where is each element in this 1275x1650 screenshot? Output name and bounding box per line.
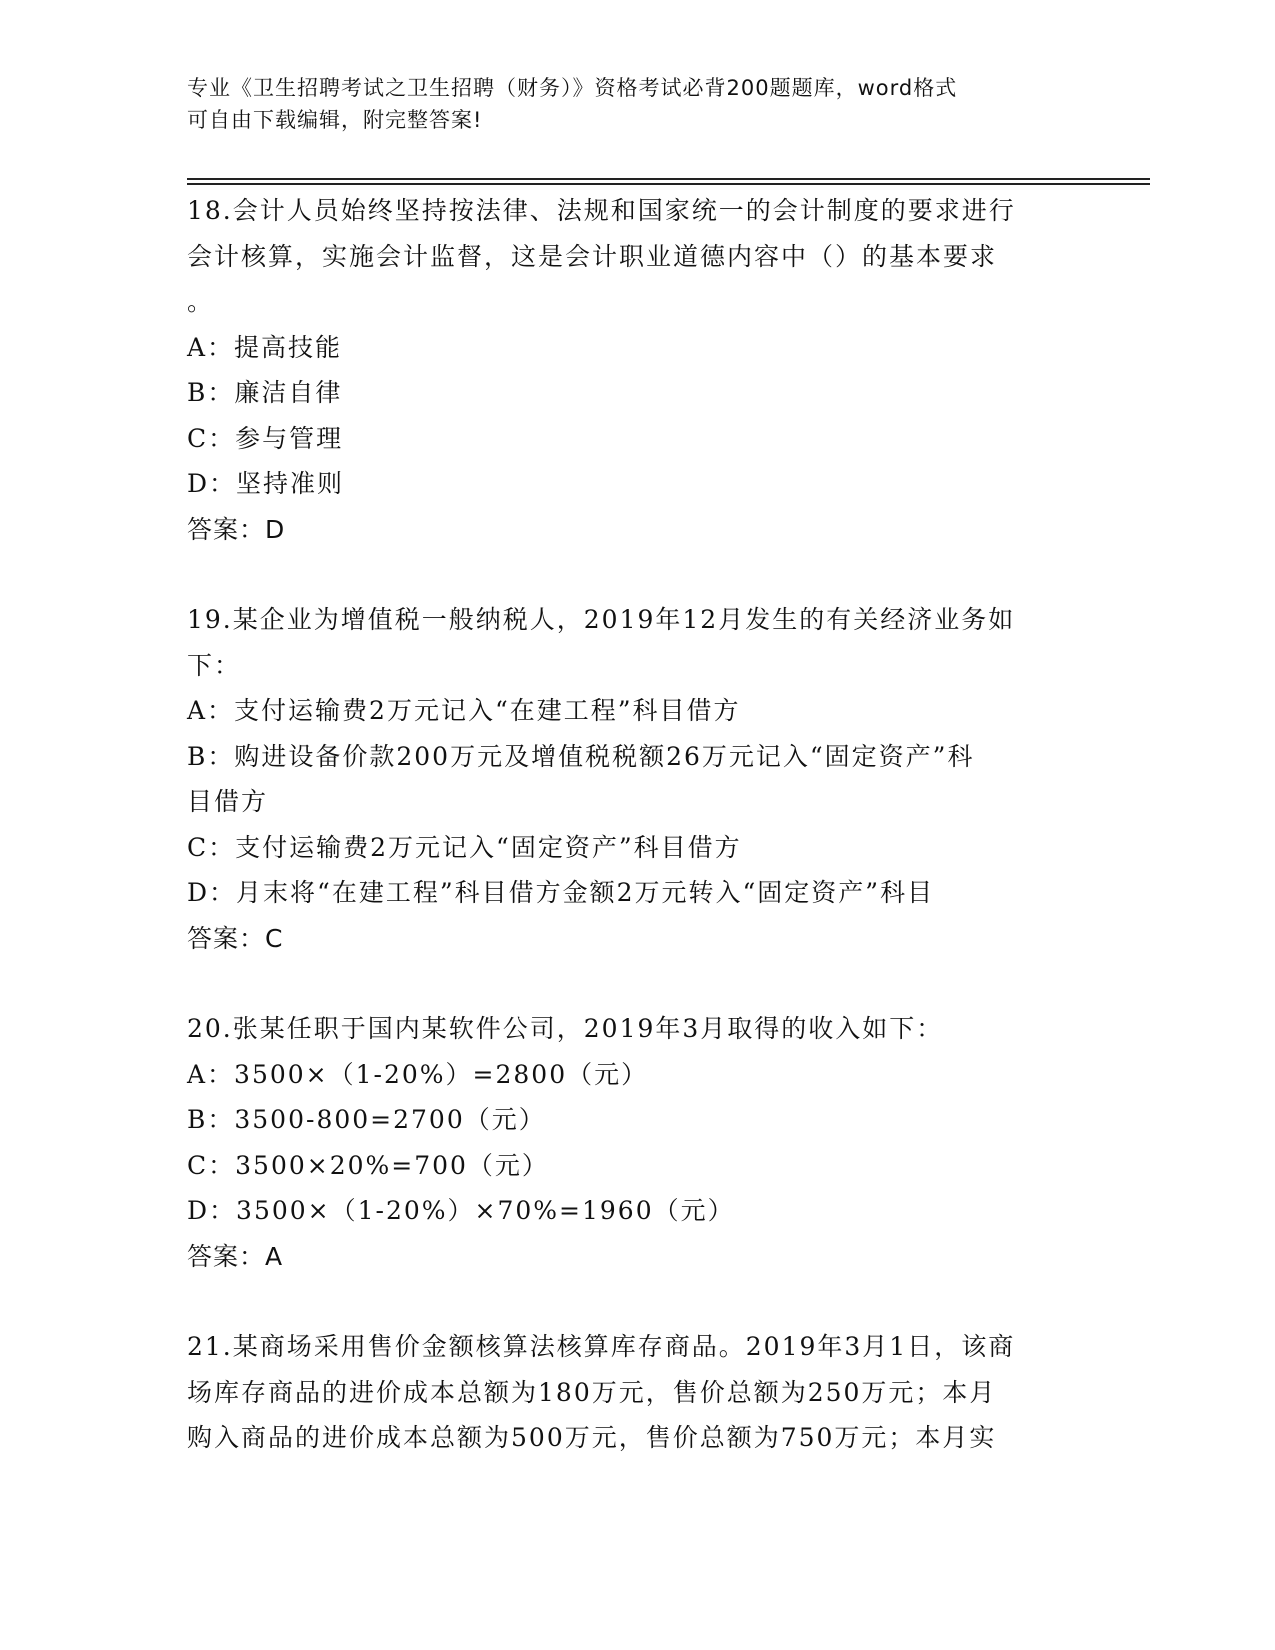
option-line: B：3500-800=2700（元） [187, 1105, 546, 1134]
answer-line: 答案：D [187, 514, 286, 544]
option-line: 目借方 [187, 787, 269, 816]
question-block [187, 1006, 1067, 1279]
option-line: B：廉洁自律 [187, 378, 343, 407]
question-stem-line: 会计核算，实施会计监督，这是会计职业道德内容中（）的基本要求 [187, 241, 998, 271]
header-line-2: 可自由下载编辑，附完整答案! [187, 108, 483, 132]
question-list [187, 188, 1067, 1506]
document-header [187, 72, 1087, 136]
question-stem-line: 18.会计人员始终坚持按法律、法规和国家统一的会计制度的要求进行 [187, 196, 1016, 225]
option-line: D：坚持准则 [187, 469, 345, 498]
question-stem-line: 场库存商品的进价成本总额为180万元，售价总额为250万元；本月 [187, 1377, 997, 1407]
question-block [187, 188, 1067, 552]
header-line-1: 专业《卫生招聘考试之卫生招聘（财务）》资格考试必背200题题库，word格式 [187, 76, 958, 100]
header-divider-top [187, 178, 1150, 180]
question-block [187, 1324, 1067, 1461]
option-line: A：支付运输费2万元记入“在建工程”科目借方 [187, 696, 741, 725]
option-line: D：3500×（1-20%）×70%=1960（元） [187, 1196, 735, 1225]
question-stem-line: 19.某企业为增值税一般纳税人，2019年12月发生的有关经济业务如 [187, 605, 1016, 634]
option-line: C：参与管理 [187, 423, 344, 453]
question-stem-line: 20.张某任职于国内某软件公司，2019年3月取得的收入如下： [187, 1014, 944, 1043]
question-stem-line: 下： [187, 650, 242, 680]
option-line: C：3500×20%=700（元） [187, 1150, 549, 1180]
question-stem-line: 。 [187, 287, 215, 316]
answer-line: 答案：C [187, 923, 284, 953]
question-stem-line: 购入商品的进价成本总额为500万元，售价总额为750万元；本月实 [187, 1423, 997, 1452]
option-line: A：提高技能 [187, 332, 343, 362]
option-line: C：支付运输费2万元记入“固定资产”科目借方 [187, 832, 742, 862]
answer-line: 答案：A [187, 1241, 284, 1271]
option-line: D：月末将“在建工程”科目借方金额2万元转入“固定资产”科目 [187, 878, 935, 907]
header-divider-bottom [187, 183, 1150, 185]
question-block [187, 597, 1067, 961]
question-stem-line: 21.某商场采用售价金额核算法核算库存商品。2019年3月1日，该商 [187, 1332, 1016, 1361]
option-line: A：3500×（1-20%）=2800（元） [187, 1059, 649, 1089]
option-line: B：购进设备价款200万元及增值税税额26万元记入“固定资产”科 [187, 741, 975, 771]
